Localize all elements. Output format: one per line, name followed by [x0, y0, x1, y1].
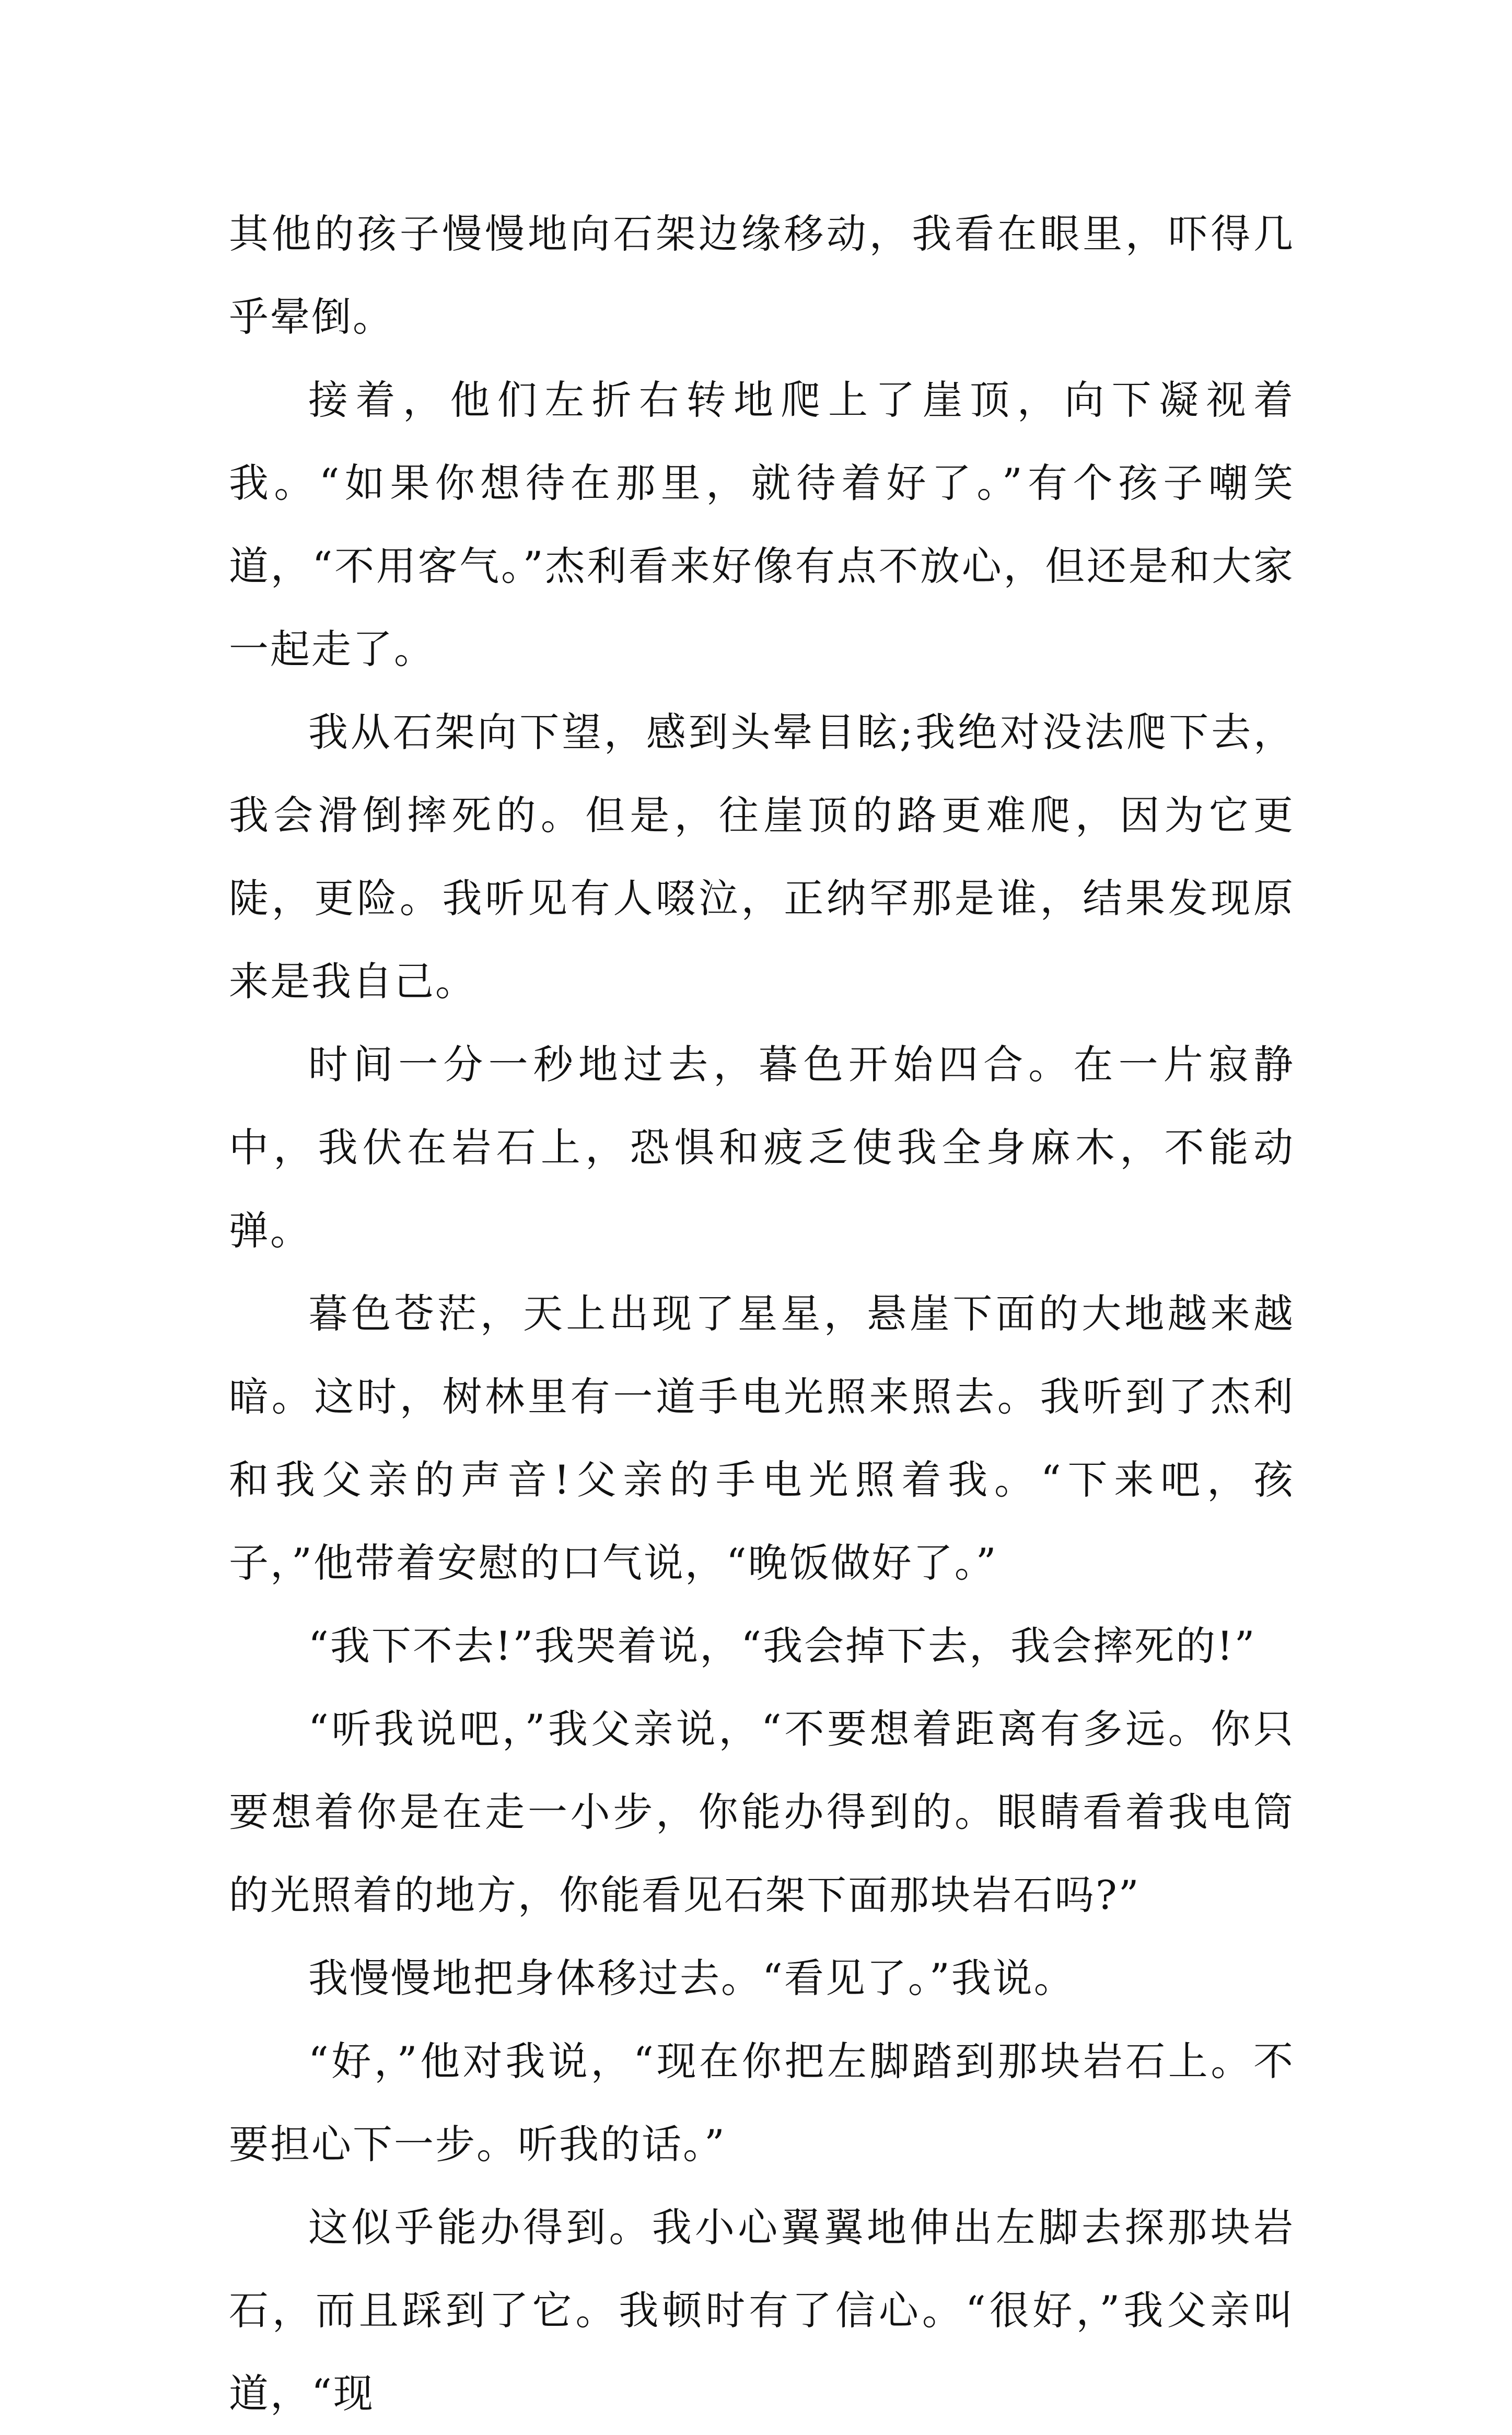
paragraph-3: 我从石架向下望，感到头晕目眩;我绝对没法爬下去，我会滑倒摔死的。但是，往崖顶的路更难爬，因为它更陡，更险。我听见有人啜泣，正纳罕那是谁，结果发现原来是我自己。	[229, 709, 1295, 1005]
paragraph-2: 接着，他们左折右转地爬上了崖顶，向下凝视着我。“如果你想待在那里，就待着好了。”有个孩子嘲笑道，“不用客气。”杰利看来好像有点不放心，但还是和大家一起走了。	[229, 377, 1295, 672]
paragraph-1: 其他的孩子慢慢地向石架边缘移动，我看在眼里，吓得几乎晕倒。	[229, 211, 1295, 340]
paragraph-6: “我下不去!”我哭着说，“我会掉下去，我会摔死的!”	[308, 1623, 1257, 1669]
paragraph-4: 时间一分一秒地过去，暮色开始四合。在一片寂静中，我伏在岩石上，恐惧和疲乏使我全身麻木，不能动弹。	[229, 1041, 1295, 1254]
paragraph-5: 暮色苍茫，天上出现了星星，悬崖下面的大地越来越暗。这时，树林里有一道手电光照来照去。我听到了杰利和我父亲的声音!父亲的手电光照着我。“下来吧，孩子，”他带着安慰的口气说，“晚饭做好了。”	[229, 1290, 1295, 1586]
paragraph-8: 我慢慢地把身体移过去。“看见了。”我说。	[308, 1955, 1075, 2001]
paragraph-10: 这似乎能办得到。我小心翼翼地伸出左脚去探那块岩石，而且踩到了它。我顿时有了信心。“很好，”我父亲叫道，“现	[229, 2204, 1295, 2417]
body-text	[229, 192, 1295, 2435]
paragraph-7: “听我说吧，”我父亲说，“不要想着距离有多远。你只要想着你是在走一小步，你能办得到的。眼睛看着我电筒的光照着的地方，你能看见石架下面那块岩石吗?”	[229, 1706, 1295, 1918]
paragraph-9: “好，”他对我说，“现在你把左脚踏到那块岩石上。不要担心下一步。听我的话。”	[229, 2038, 1295, 2168]
